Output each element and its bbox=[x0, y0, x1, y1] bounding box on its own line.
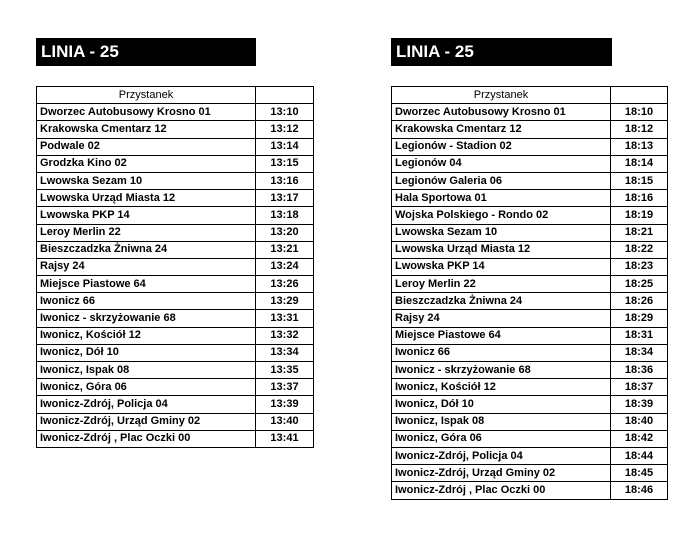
stop-name: Rajsy 24 bbox=[37, 258, 256, 275]
table-row bbox=[37, 104, 314, 121]
stop-name: Dworzec Autobusowy Krosno 01 bbox=[392, 104, 611, 121]
timetable-table bbox=[36, 86, 314, 448]
stop-name: Iwonicz 66 bbox=[37, 293, 256, 310]
departure-time: 18:16 bbox=[611, 190, 668, 207]
table-row bbox=[37, 224, 314, 241]
departure-time: 18:14 bbox=[611, 155, 668, 172]
departure-time: 13:17 bbox=[256, 190, 314, 207]
stop-name: Iwonicz-Zdrój, Urząd Gminy 02 bbox=[37, 413, 256, 430]
table-row bbox=[392, 224, 668, 241]
departure-time: 18:45 bbox=[611, 465, 668, 482]
departure-time: 18:42 bbox=[611, 430, 668, 447]
stop-name: Iwonicz - skrzyżowanie 68 bbox=[392, 362, 611, 379]
departure-time: 18:23 bbox=[611, 258, 668, 275]
table-row bbox=[392, 413, 668, 430]
departure-time: 13:32 bbox=[256, 327, 314, 344]
table-row bbox=[37, 190, 314, 207]
departure-time: 13:31 bbox=[256, 310, 314, 327]
table-row bbox=[392, 207, 668, 224]
stop-name: Iwonicz - skrzyżowanie 68 bbox=[37, 310, 256, 327]
stop-name: Dworzec Autobusowy Krosno 01 bbox=[37, 104, 256, 121]
table-row bbox=[392, 155, 668, 172]
stop-name: Lwowska PKP 14 bbox=[37, 207, 256, 224]
table-row bbox=[392, 379, 668, 396]
stop-name: Iwonicz, Ispak 08 bbox=[37, 362, 256, 379]
stop-name: Legionów 04 bbox=[392, 155, 611, 172]
table-row bbox=[392, 258, 668, 275]
departure-time: 18:34 bbox=[611, 344, 668, 361]
stop-name: Iwonicz-Zdrój, Policja 04 bbox=[392, 447, 611, 464]
stop-name: Bieszczadzka Żniwna 24 bbox=[37, 241, 256, 258]
stop-name: Rajsy 24 bbox=[392, 310, 611, 327]
stop-name: Leroy Merlin 22 bbox=[37, 224, 256, 241]
stop-name: Bieszczadzka Żniwna 24 bbox=[392, 293, 611, 310]
stop-name: Iwonicz 66 bbox=[392, 344, 611, 361]
table-row bbox=[37, 396, 314, 413]
stop-name: Lwowska Sezam 10 bbox=[37, 172, 256, 189]
stop-name: Iwonicz, Ispak 08 bbox=[392, 413, 611, 430]
column-header-stop: Przystanek bbox=[37, 87, 256, 104]
stop-name: Iwonicz, Kościół 12 bbox=[392, 379, 611, 396]
departure-time: 18:10 bbox=[611, 104, 668, 121]
table-row bbox=[392, 241, 668, 258]
departure-time: 18:22 bbox=[611, 241, 668, 258]
stop-name: Iwonicz-Zdrój, Urząd Gminy 02 bbox=[392, 465, 611, 482]
stop-name: Iwonicz, Kościół 12 bbox=[37, 327, 256, 344]
column-header-time bbox=[256, 87, 314, 104]
departure-time: 18:25 bbox=[611, 276, 668, 293]
departure-time: 13:20 bbox=[256, 224, 314, 241]
departure-time: 13:24 bbox=[256, 258, 314, 275]
table-row bbox=[392, 172, 668, 189]
stop-name: Iwonicz-Zdrój , Plac Oczki 00 bbox=[392, 482, 611, 499]
stop-name: Krakowska Cmentarz 12 bbox=[392, 121, 611, 138]
table-row bbox=[392, 447, 668, 464]
stop-name: Lwowska Urząd Miasta 12 bbox=[37, 190, 256, 207]
table-row bbox=[392, 276, 668, 293]
departure-time: 13:34 bbox=[256, 344, 314, 361]
table-row bbox=[392, 396, 668, 413]
table-row bbox=[37, 258, 314, 275]
departure-time: 18:39 bbox=[611, 396, 668, 413]
stop-name: Miejsce Piastowe 64 bbox=[37, 276, 256, 293]
table-row bbox=[392, 138, 668, 155]
departure-time: 18:15 bbox=[611, 172, 668, 189]
stop-name: Lwowska PKP 14 bbox=[392, 258, 611, 275]
table-row bbox=[392, 293, 668, 310]
departure-time: 13:18 bbox=[256, 207, 314, 224]
stop-name: Hala Sportowa 01 bbox=[392, 190, 611, 207]
table-row bbox=[37, 241, 314, 258]
table-row bbox=[392, 104, 668, 121]
table-row bbox=[392, 430, 668, 447]
table-row bbox=[392, 482, 668, 499]
stop-name: Legionów - Stadion 02 bbox=[392, 138, 611, 155]
stop-name: Iwonicz, Góra 06 bbox=[37, 379, 256, 396]
table-row bbox=[37, 138, 314, 155]
departure-time: 13:26 bbox=[256, 276, 314, 293]
departure-time: 18:26 bbox=[611, 293, 668, 310]
departure-time: 18:12 bbox=[611, 121, 668, 138]
stop-name: Wojska Polskiego - Rondo 02 bbox=[392, 207, 611, 224]
departure-time: 13:29 bbox=[256, 293, 314, 310]
stop-name: Krakowska Cmentarz 12 bbox=[37, 121, 256, 138]
stop-name: Iwonicz, Dół 10 bbox=[392, 396, 611, 413]
departure-time: 18:19 bbox=[611, 207, 668, 224]
departure-time: 13:15 bbox=[256, 155, 314, 172]
table-row bbox=[37, 379, 314, 396]
table-row bbox=[392, 327, 668, 344]
column-header-stop: Przystanek bbox=[392, 87, 611, 104]
table-header-row bbox=[392, 87, 668, 104]
stop-name: Podwale 02 bbox=[37, 138, 256, 155]
table-row bbox=[392, 121, 668, 138]
table-row bbox=[37, 276, 314, 293]
departure-time: 18:21 bbox=[611, 224, 668, 241]
table-row bbox=[392, 362, 668, 379]
stop-name: Miejsce Piastowe 64 bbox=[392, 327, 611, 344]
table-row bbox=[392, 465, 668, 482]
column-header-time bbox=[611, 87, 668, 104]
departure-time: 13:40 bbox=[256, 413, 314, 430]
table-row bbox=[37, 293, 314, 310]
departure-time: 13:21 bbox=[256, 241, 314, 258]
table-row bbox=[37, 121, 314, 138]
table-row bbox=[37, 310, 314, 327]
table-row bbox=[37, 207, 314, 224]
departure-time: 18:36 bbox=[611, 362, 668, 379]
table-row bbox=[392, 344, 668, 361]
timetable-body bbox=[392, 104, 668, 499]
table-row bbox=[392, 190, 668, 207]
timetable-table bbox=[391, 86, 668, 500]
departure-time: 18:31 bbox=[611, 327, 668, 344]
departure-time: 13:10 bbox=[256, 104, 314, 121]
departure-time: 18:46 bbox=[611, 482, 668, 499]
stop-name: Iwonicz-Zdrój , Plac Oczki 00 bbox=[37, 430, 256, 447]
departure-time: 13:16 bbox=[256, 172, 314, 189]
departure-time: 18:13 bbox=[611, 138, 668, 155]
table-row bbox=[37, 155, 314, 172]
departure-time: 13:12 bbox=[256, 121, 314, 138]
table-row bbox=[37, 344, 314, 361]
table-row bbox=[37, 172, 314, 189]
table-row bbox=[37, 327, 314, 344]
table-row bbox=[37, 413, 314, 430]
timetable-right bbox=[391, 38, 668, 500]
timetable-body bbox=[37, 104, 314, 448]
stop-name: Iwonicz, Dół 10 bbox=[37, 344, 256, 361]
departure-time: 13:41 bbox=[256, 430, 314, 447]
stop-name: Leroy Merlin 22 bbox=[392, 276, 611, 293]
departure-time: 13:35 bbox=[256, 362, 314, 379]
line-title: LINIA - 25 bbox=[36, 38, 256, 66]
departure-time: 18:40 bbox=[611, 413, 668, 430]
departure-time: 18:37 bbox=[611, 379, 668, 396]
departure-time: 13:37 bbox=[256, 379, 314, 396]
timetable-left bbox=[36, 38, 314, 448]
departure-time: 13:14 bbox=[256, 138, 314, 155]
stop-name: Lwowska Sezam 10 bbox=[392, 224, 611, 241]
table-header-row bbox=[37, 87, 314, 104]
stop-name: Grodzka Kino 02 bbox=[37, 155, 256, 172]
table-row bbox=[392, 310, 668, 327]
departure-time: 18:44 bbox=[611, 447, 668, 464]
line-title: LINIA - 25 bbox=[391, 38, 612, 66]
stop-name: Lwowska Urząd Miasta 12 bbox=[392, 241, 611, 258]
stop-name: Iwonicz-Zdrój, Policja 04 bbox=[37, 396, 256, 413]
departure-time: 18:29 bbox=[611, 310, 668, 327]
stop-name: Iwonicz, Góra 06 bbox=[392, 430, 611, 447]
table-row bbox=[37, 362, 314, 379]
stop-name: Legionów Galeria 06 bbox=[392, 172, 611, 189]
table-row bbox=[37, 430, 314, 447]
departure-time: 13:39 bbox=[256, 396, 314, 413]
